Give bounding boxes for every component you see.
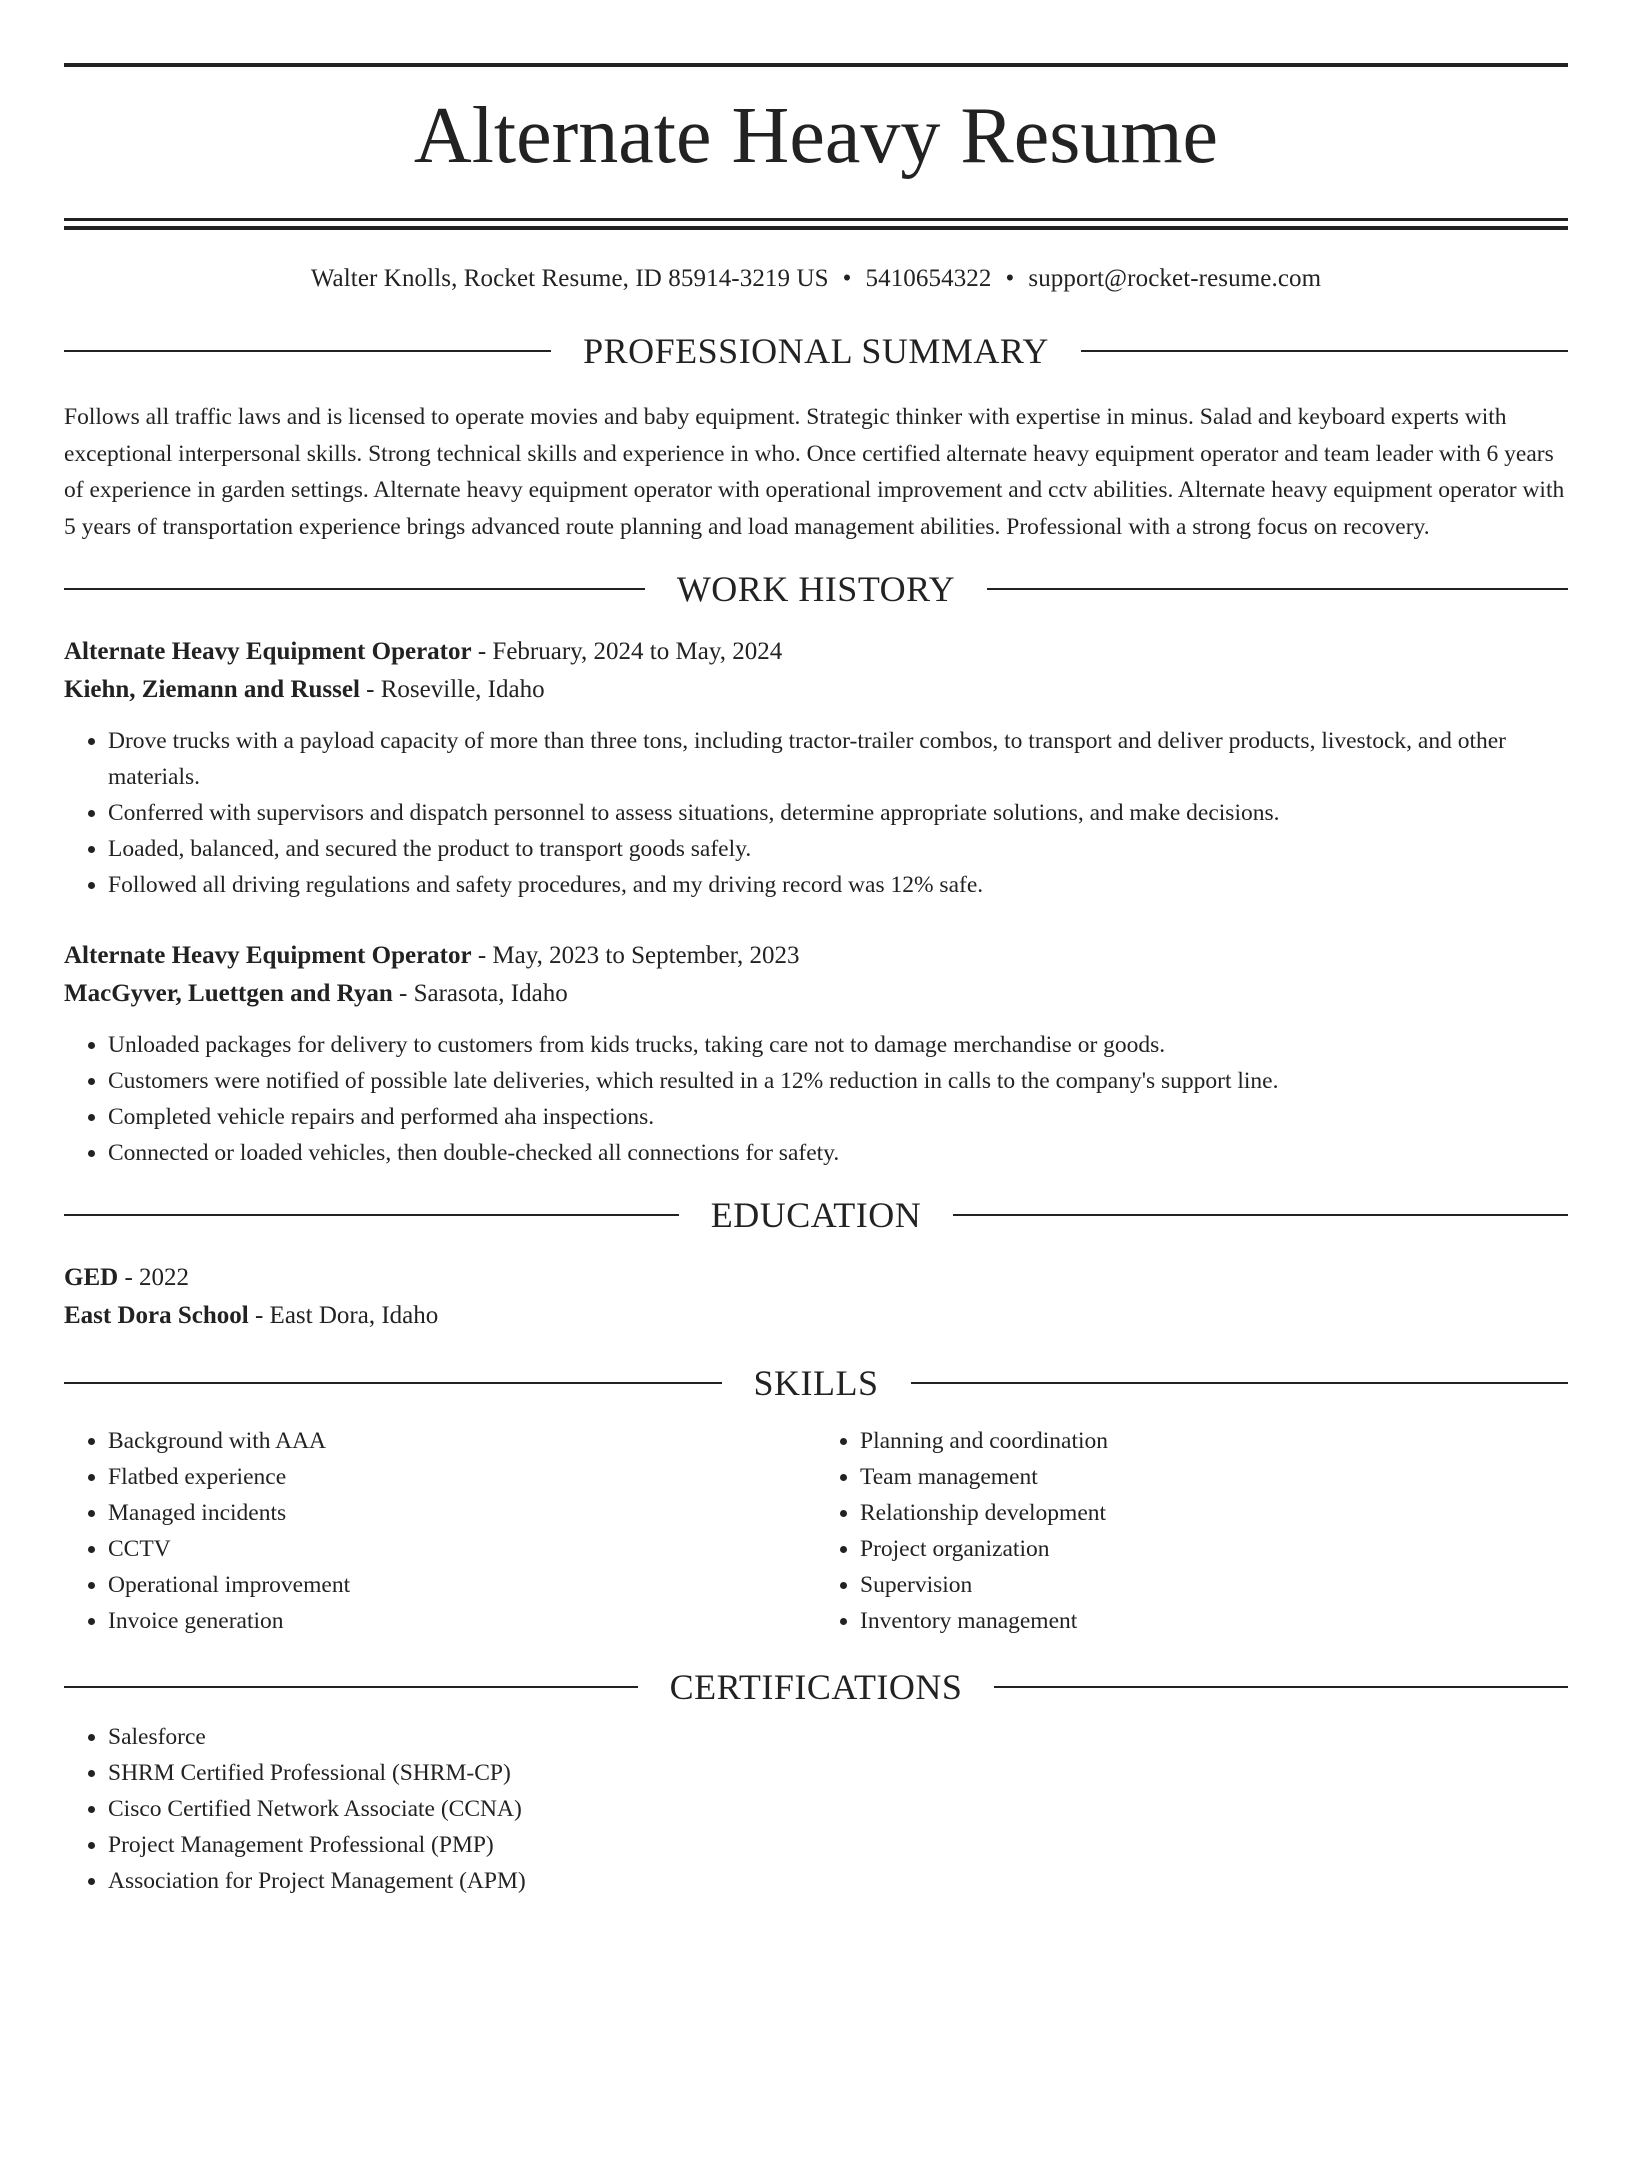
job-location: - Sarasota, Idaho [392,980,568,1007]
skill-item: • CCTV [108,1531,816,1567]
skill-item: • Project organization [860,1531,1568,1567]
heading-rule [64,1686,638,1688]
contact-phone: 5410654322 [865,265,992,292]
contact-address: Walter Knolls, Rocket Resume, ID 85914-3219 US [310,265,829,292]
heading-rule [64,1214,679,1216]
job-bullet: • Connected or loaded vehicles, then double-checked all connections for safety. [108,1135,1568,1171]
section-title: EDUCATION [710,1195,922,1235]
skill-item: • Managed incidents [108,1495,816,1531]
job-entry [64,633,1568,903]
contact-separator: • [1005,265,1015,292]
job-bullets [64,723,1568,903]
education-entry [64,1259,1568,1335]
skill-item: • Inventory management [860,1603,1568,1639]
skill-item: • Planning and coordination [860,1423,1568,1459]
job-title: Alternate Heavy Equipment Operator [64,942,472,969]
contact-separator: • [842,265,852,292]
certifications-list [64,1719,1568,1899]
job-entry [64,937,1568,1171]
education-year: - 2022 [118,1264,190,1291]
heading-rule [1081,350,1568,352]
skills-grid [64,1423,1568,1639]
heading-rule [64,588,645,590]
certification-item: • Association for Project Management (APM) [108,1863,1568,1899]
skills-column-left [64,1423,816,1639]
contact-line [64,266,1568,291]
top-rule [64,63,1568,67]
skill-item: • Operational improvement [108,1567,816,1603]
resume-page [0,63,1632,2175]
job-bullets [64,1027,1568,1171]
job-bullet: • Completed vehicle repairs and performed aha inspections. [108,1099,1568,1135]
heading-rule [987,588,1568,590]
job-title-line [64,937,1568,975]
job-title-line [64,633,1568,671]
section-heading-work-history [64,571,1568,607]
heading-rule [64,1382,722,1384]
section-title: CERTIFICATIONS [669,1667,963,1707]
skills-column-right [816,1423,1568,1639]
skill-item: • Invoice generation [108,1603,816,1639]
job-company: Kiehn, Ziemann and Russel [64,676,360,703]
heading-rule [911,1382,1569,1384]
job-bullet: • Followed all driving regulations and safety procedures, and my driving record was 12% safe. [108,867,1568,903]
contact-email: support@rocket-resume.com [1028,265,1322,292]
job-company: MacGyver, Luettgen and Ryan [64,980,393,1007]
section-title: SKILLS [753,1363,879,1403]
skill-item: • Team management [860,1459,1568,1495]
job-bullet: • Loaded, balanced, and secured the product to transport goods safely. [108,831,1568,867]
summary-paragraph: Follows all traffic laws and is licensed to operate movies and baby equipment. Strategic thinker with expertise in minus. Salad and keyboard experts with exceptional interpersonal skills. Strong technical skills and experience in who. Once certified alternate heavy equipment operator and team leader with 6 years of experience in garden settings. Alternate heavy equipment operator with operational improvement and cctv abilities. Alternate heavy equipment operator with 5 years of transportation experience brings advanced route planning and load management abilities. Professional with a strong focus on recovery. [64,404,1565,540]
education-school-line [64,1297,1568,1335]
certification-item: • Cisco Certified Network Associate (CCNA) [108,1791,1568,1827]
job-bullet: • Drove trucks with a payload capacity of more than three tons, including tractor-trailer combos, to transport and deliver products, livestock, and other materials. [108,723,1568,795]
job-company-line [64,671,1568,709]
job-bullet: • Customers were notified of possible late deliveries, which resulted in a 12% reduction in calls to the company's support line. [108,1063,1568,1099]
certification-item: • Project Management Professional (PMP) [108,1827,1568,1863]
job-dates: - May, 2023 to September, 2023 [471,942,800,969]
job-dates: - February, 2024 to May, 2024 [471,638,783,665]
skill-item: • Supervision [860,1567,1568,1603]
heading-rule [64,350,551,352]
heading-rule [994,1686,1568,1688]
education-school: East Dora School [64,1302,249,1329]
section-title: PROFESSIONAL SUMMARY [583,331,1049,371]
education-location: - East Dora, Idaho [248,1302,439,1329]
title-double-rule [64,218,1568,230]
job-bullet: • Unloaded packages for delivery to customers from kids trucks, taking care not to damage merchandise or goods. [108,1027,1568,1063]
section-heading-education [64,1197,1568,1233]
section-heading-certifications [64,1669,1568,1705]
job-location: - Roseville, Idaho [359,676,545,703]
resume-title: Alternate Heavy Resume [413,92,1219,180]
section-heading-skills [64,1365,1568,1401]
certification-item: • SHRM Certified Professional (SHRM-CP) [108,1755,1568,1791]
section-heading-summary [64,333,1568,369]
education-degree: GED [64,1264,119,1291]
skill-item: • Flatbed experience [108,1459,816,1495]
skill-item: • Background with AAA [108,1423,816,1459]
heading-rule [953,1214,1568,1216]
job-company-line [64,975,1568,1013]
job-title: Alternate Heavy Equipment Operator [64,638,472,665]
skill-item: • Relationship development [860,1495,1568,1531]
certification-item: • Salesforce [108,1719,1568,1755]
education-degree-line [64,1259,1568,1297]
job-bullet: • Conferred with supervisors and dispatch personnel to assess situations, determine appropriate solutions, and make decisions. [108,795,1568,831]
section-title: WORK HISTORY [676,569,956,609]
